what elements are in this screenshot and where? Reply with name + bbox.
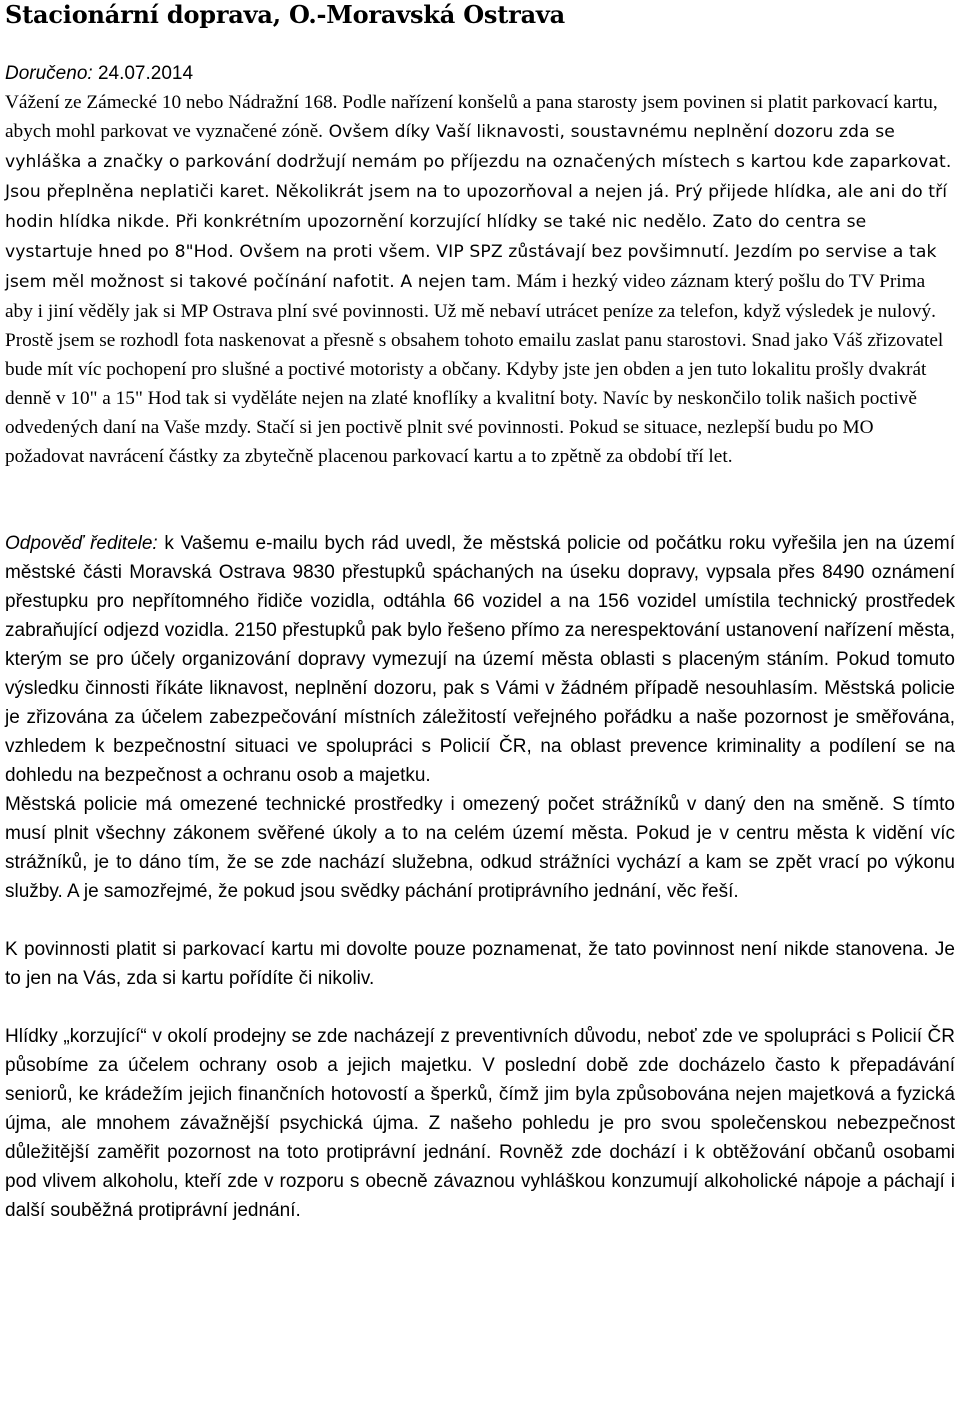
response-label: Odpověď ředitele: xyxy=(5,533,158,554)
complaint-paragraph-2-serif: Mám i hezký video záznam který pošlu do TV Prima aby i jiní věděly jak si MP Ostrava plní své povinnosti. Už mě nebaví utrácet peníze za telefon, když výsledek je nulový. Prostě jsem se rozhodl fota naskenovat a přesně s obsahem tohoto emailu zaslat panu starostovi. Snad jako Váš zřizovatel bude mít víc pochopení pro slušné a poctivé motoristy a občany. Kdyby jste jen obden a jen tuto lokalitu prošly dvakrát denně v 10" a 15" Hod tak si vyděláte nejen na zlaté knoflíky a kvalitní boty. Navíc by neskončilo tolik našich poctivě odvedených daní na Vaše mzdy. Stačí si jen poctivě plnit své povinnosti. Pokud se situace, nezlepší budu po MO požadovat navrácení částky za zbytečně placenou parkovací kartu a to zpětně za období tří let. xyxy=(5,271,944,467)
director-response xyxy=(5,529,955,1225)
paragraph-gap xyxy=(5,906,955,935)
delivered-line xyxy=(5,59,955,88)
complaint-text xyxy=(5,88,955,471)
complaint-paragraph xyxy=(5,177,955,471)
response-paragraph-1: k Vašemu e-mailu bych rád uvedl, že městská policie od počátku roku vyřešila jen na území městské části Moravská Ostrava 9830 přestupků spáchaných na úseku dopravy, vypsala přes 8490 oznámení přestupku pro nepřítomného řidiče vozidla, odtáhla 66 vozidel a na 156 vozidel umístila technický prostředek zabraňující odjezd vozidla. 2150 přestupků pak bylo řešeno přímo za nerespektování ustanovení nařízení města, kterým se pro účely organizování dopravy vymezují na území města oblasti s placeným stáním. Pokud tomuto výsledku činnosti říkáte liknavost, neplnění dozoru, pak s Vámi v žádném případě nesouhlasím. Městská policie je zřizována za účelem zabezpečování místních záležitostí veřejného pořádku a naše pozornost je směřována, vzhledem k bezpečnostní situaci ve spolupráci s Policií ČR, na oblast prevence kriminality a podílení se na dohledu na bezpečnost a ochranu osob a majetku. xyxy=(5,533,955,786)
response-paragraph: Městská policie má omezené technické prostředky i omezený počet strážníků v daný den na směně. S tímto musí plnit všechny zákonem svěřené úkoly a to na celém území města. Pokud je v centru města k vidění víc strážníků, je to dáno tím, že se zde nachází služebna, odkud strážníci vychází a kam se zpět vrací po výkonu služby. A je samozřejmé, že pokud jsou svědky páchání protiprávního jednání, věc řeší. xyxy=(5,794,955,902)
paragraph-gap xyxy=(5,993,955,1022)
complaint-paragraph-1-serif: Vážení ze Zámecké 10 nebo Nádražní 168. Podle nařízení konšelů a pana starosty jsem povinen si platit parkovací kartu, abych mohl parkovat ve vyznačené zóně. xyxy=(5,92,938,142)
delivered-date: 24.07.2014 xyxy=(97,63,194,84)
response-paragraph xyxy=(5,529,955,790)
page-title: Stacionární doprava, O.-Moravská Ostrava xyxy=(5,0,566,29)
complaint-paragraph xyxy=(5,88,955,177)
response-paragraph: K povinnosti platit si parkovací kartu mi dovolte pouze poznamenat, že tato povinnost není nikde stanovena. Je to jen na Vás, zda si kartu pořídíte či nikoliv. xyxy=(5,939,955,989)
title-spacer xyxy=(5,30,955,59)
complaint-paragraph-1-sans: Ovšem díky Vaší liknavosti, soustavnému neplnění dozoru zda se vyhláška a značky o parkování dodržují nemám po příjezdu na označených místech s kartou kde zaparkovat. xyxy=(5,122,952,172)
response-paragraph: Hlídky „korzující“ v okolí prodejny se zde nacházejí z preventivních důvodu, neboť zde ve spolupráci s Policií ČR působíme za účelem ochrany osob a jejich majetku. V poslední době zde docházelo často k přepadávání seniorů, ke krádežím jejich finančních hotovostí a šperků, čímž jim byla způsobována nejen majetková a fyzická újma, ale mnohem závažnější psychická újma. Z našeho pohledu je pro svou společenskou nebezpečnost důležitější zaměřit pozornost na toto protiprávní jednání. Rovněž zde dochází i k obtěžování občanů osobami pod vlivem alkoholu, kteří zde v rozporu s obecně závaznou vyhláškou konzumují alkoholické nápoje a páchají i další souběžná protiprávní jednání. xyxy=(5,1026,955,1221)
complaint-paragraph-2-sans: Jsou přeplněna neplatiči karet. Několikrát jsem na to upozorňoval a nejen já. Prý přijede hlídka, ale ani do tří hodin hlídka nikde. Při konkrétním upozornění korzující hlídky se také nic nedělo. Zato do centra se vystartuje hned po 8"Hod. Ovšem na proti všem. VIP SPZ zůstávají bez povšimnutí. Jezdím po servise a tak jsem měl možnost si takové počínání nafotit. A nejen tam. xyxy=(5,182,948,292)
delivered-label: Doručeno: xyxy=(5,63,93,84)
section-gap xyxy=(5,471,955,529)
document-page xyxy=(5,0,955,1225)
